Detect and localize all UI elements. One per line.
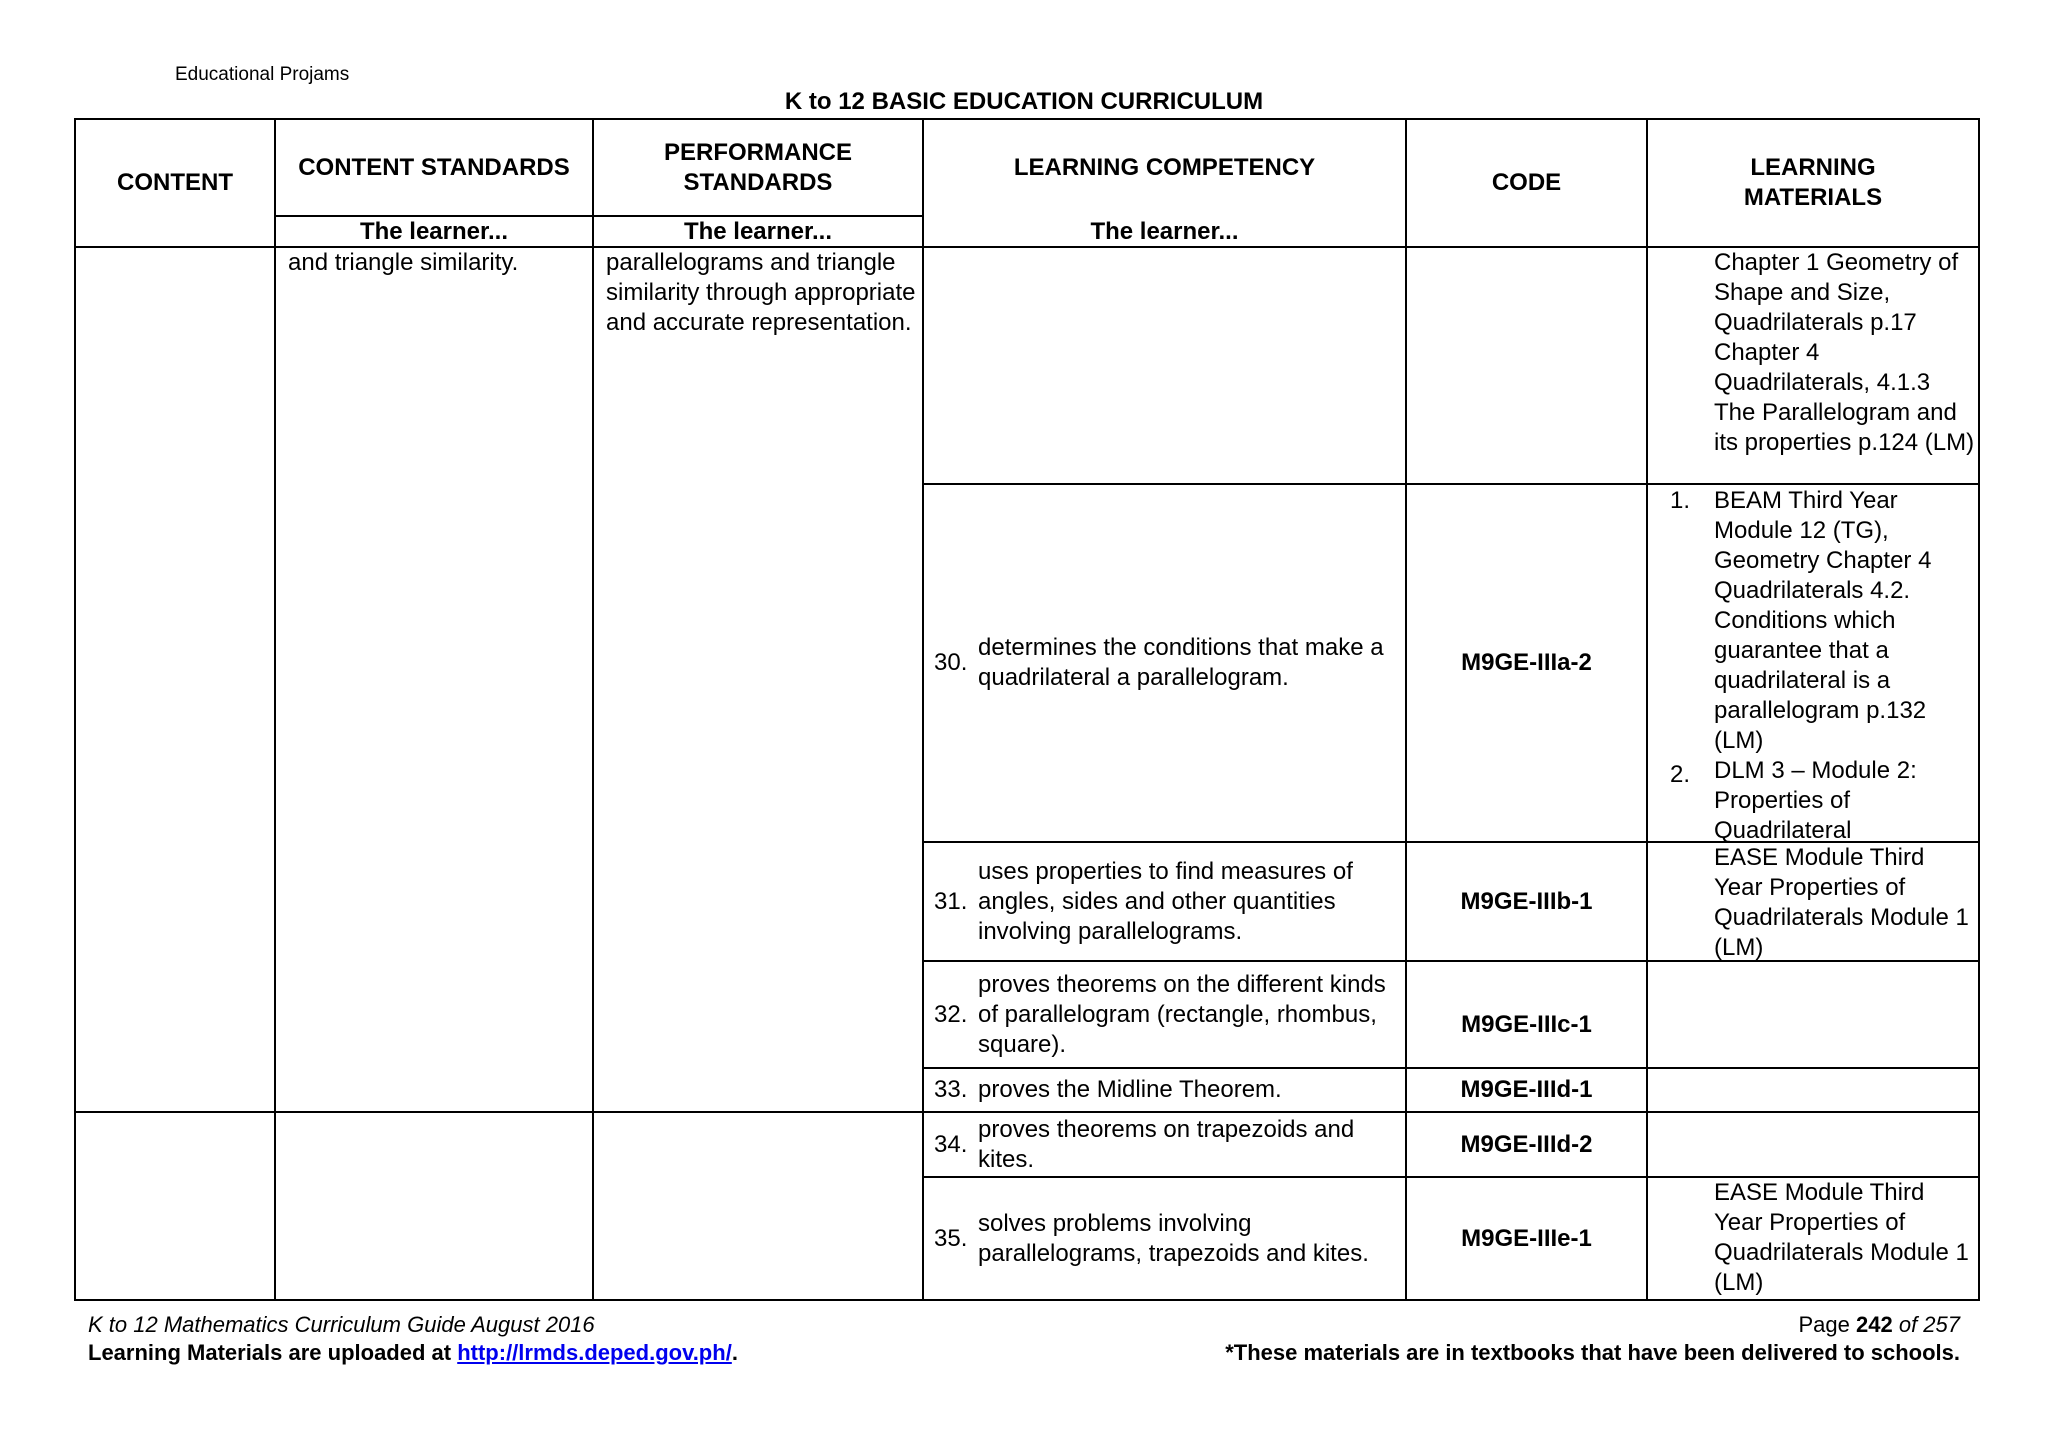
code-34: M9GE-IIId-2: [1460, 1130, 1593, 1158]
competency-text: solves problems involving parallelograms, trapezoids and kites.: [978, 1209, 1369, 1267]
header-code: CODE: [1491, 169, 1562, 196]
materials-31: EASE Module Third Year Properties of Quadrilaterals Module 1 (LM): [1714, 844, 1969, 961]
code-30: M9GE-IIIa-2: [1461, 649, 1592, 676]
subheader-learner-ps: The learner...: [683, 218, 833, 245]
footer-left: [88, 1312, 738, 1366]
page-label: Page: [1798, 1312, 1850, 1337]
upload-prefix: Learning Materials are uploaded at: [88, 1340, 458, 1365]
page-title: K to 12 BASIC EDUCATION CURRICULUM: [784, 88, 1264, 115]
performance-standards-text: parallelograms and triangle similarity through appropriate and accurate representation.: [606, 249, 916, 336]
competency-number: 35.: [934, 1224, 968, 1252]
lrmds-link[interactable]: http://lrmds.deped.gov.ph/: [457, 1340, 732, 1365]
competency-text: uses properties to find measures of angles, sides and other quantities involving parallelograms.: [978, 857, 1353, 945]
page-current: 242: [1855, 1312, 1893, 1337]
watermark-text: Educational Projams: [175, 64, 350, 85]
competency-number: 30.: [934, 649, 968, 676]
footer-guide-title: K to 12 Mathematics Curriculum Guide August 2016: [88, 1312, 595, 1337]
materials-row-1: Chapter 1 Geometry of Shape and Size, Quadrilaterals p.17 Chapter 4 Quadrilaterals, 4.1.3 The Parallelogram and its properties p.124 (LM): [1714, 249, 1975, 456]
materials-35: EASE Module Third Year Properties of Quadrilaterals Module 1 (LM): [1714, 1179, 1969, 1296]
header-content-standards: CONTENT STANDARDS: [298, 153, 570, 181]
code-32: M9GE-IIIc-1: [1461, 1010, 1592, 1038]
competency-text: determines the conditions that make a quadrilateral a parallelogram.: [978, 634, 1384, 691]
code-31: M9GE-IIIb-1: [1460, 887, 1593, 915]
competency-text: proves the Midline Theorem.: [978, 1076, 1282, 1103]
list-item: [1670, 756, 1976, 846]
code-33: M9GE-IIId-1: [1460, 1076, 1593, 1103]
code-35: M9GE-IIIe-1: [1461, 1224, 1592, 1252]
competency-33: [934, 1069, 1402, 1111]
page-total: of 257: [1898, 1312, 1960, 1337]
header-learning-materials: LEARNING MATERIALS: [1743, 154, 1883, 211]
header-learning-competency: LEARNING COMPETENCY: [1013, 153, 1316, 181]
header-performance-standards: PERFORMANCE STANDARDS: [663, 138, 852, 196]
header-content: CONTENT: [117, 169, 233, 196]
list-text: BEAM Third Year Module 12 (TG), Geometry Chapter 4 Quadrilaterals 4.2. Conditions which guarantee that a quadrilateral is a parallelogram p.132 (LM): [1714, 487, 1932, 754]
footer-upload-note: [88, 1340, 738, 1366]
competency-number: 31.: [934, 887, 968, 915]
upload-suffix: .: [731, 1340, 738, 1365]
competency-30: [934, 485, 1402, 841]
subheader-learner-lc: The learner...: [1090, 218, 1239, 245]
list-number: 1.: [1670, 487, 1691, 514]
competency-34: [934, 1113, 1402, 1176]
competency-number: 32.: [934, 1000, 968, 1028]
footer-textbook-note: *These materials are in textbooks that have been delivered to schools.: [1225, 1340, 1960, 1365]
competency-number: 33.: [934, 1076, 968, 1103]
materials-30: [1670, 486, 1976, 846]
competency-35: [934, 1178, 1402, 1299]
competency-text: proves theorems on the different kinds of parallelogram (rectangle, rhombus, square).: [978, 970, 1386, 1058]
competency-32: [934, 962, 1402, 1067]
list-number: 2.: [1670, 761, 1691, 788]
list-text: DLM 3 – Module 2: Properties of Quadrilateral: [1714, 757, 1917, 844]
competency-31: [934, 843, 1402, 960]
footer-right: [1225, 1312, 1960, 1366]
competency-number: 34.: [934, 1130, 968, 1158]
list-item: [1670, 486, 1976, 756]
subheader-learner-cs: The learner...: [359, 218, 509, 245]
content-standards-text: and triangle similarity.: [288, 249, 519, 276]
competency-text: proves theorems on trapezoids and kites.: [978, 1115, 1355, 1173]
page-number: [1225, 1312, 1960, 1338]
